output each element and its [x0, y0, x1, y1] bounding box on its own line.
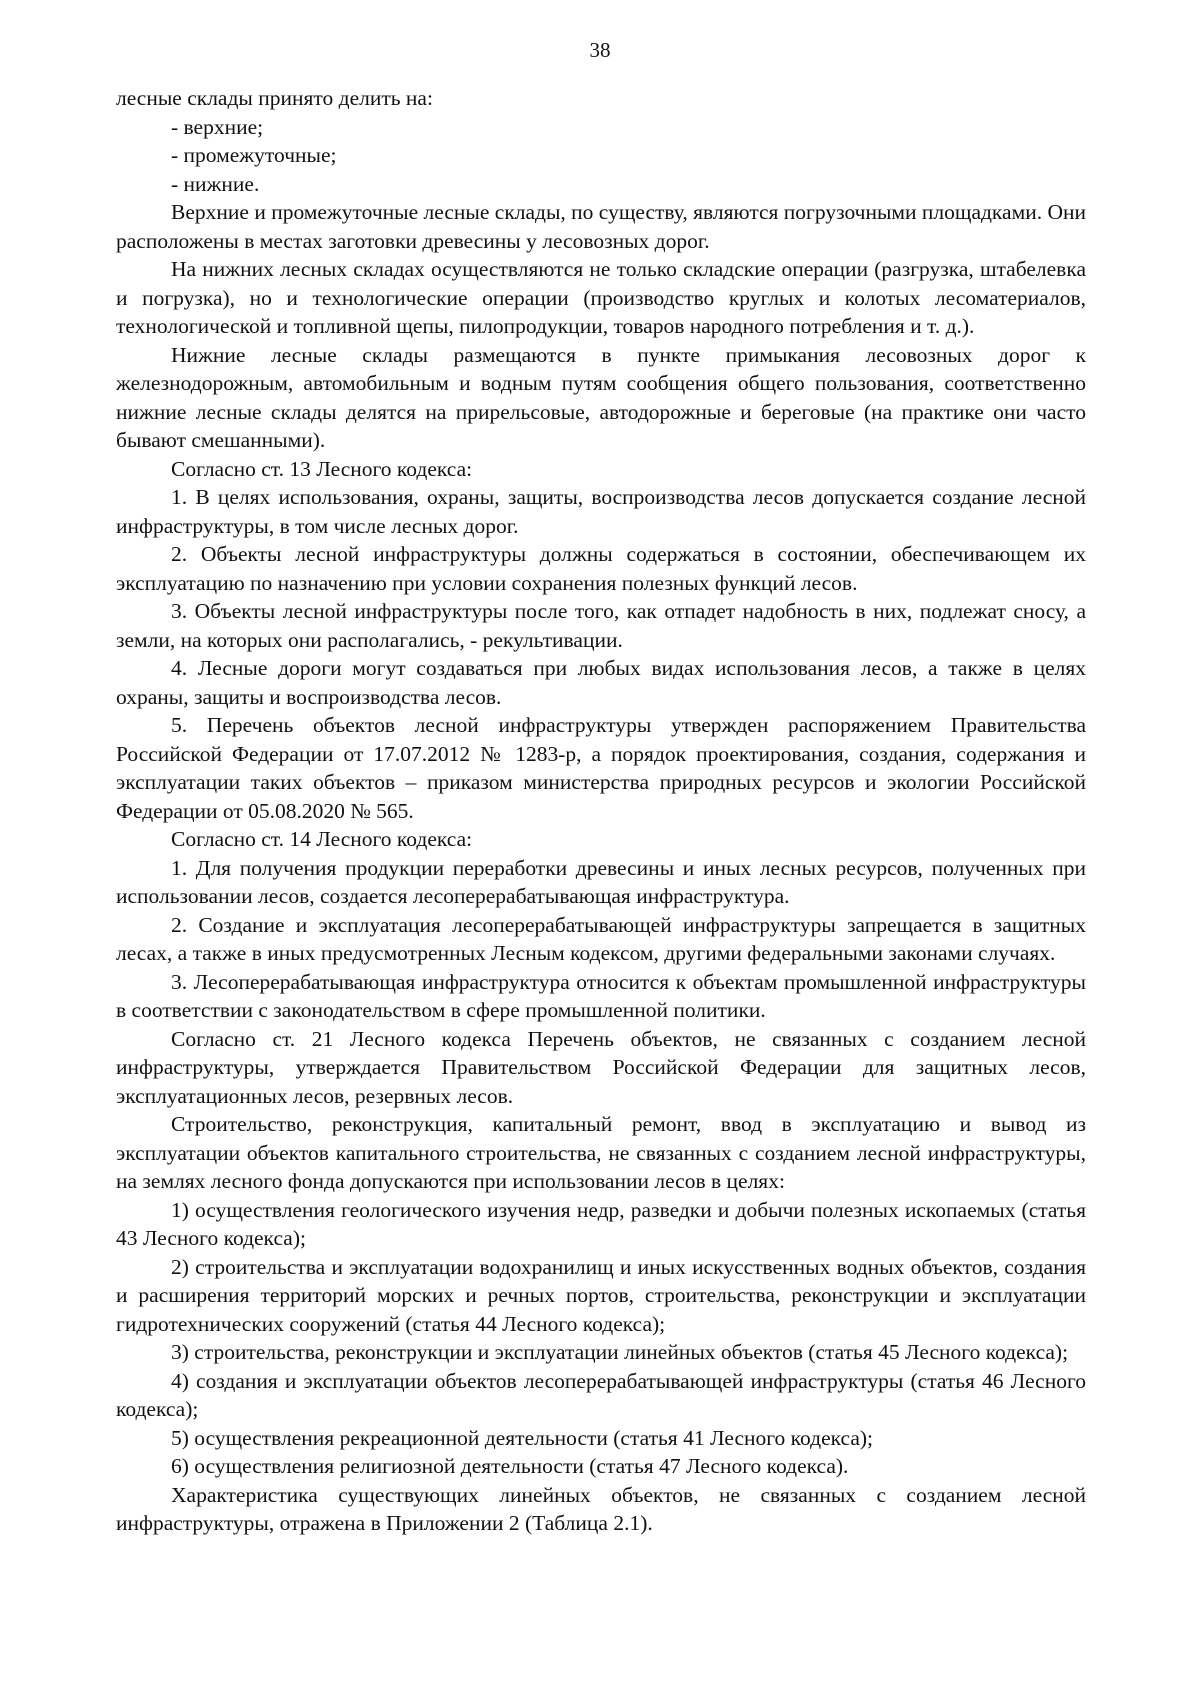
paragraph: 2) строительства и эксплуатации водохранилищ и иных искусственных водных объектов, создания и расширения территорий морских и речных портов, строительства, реконструкции и эксплуатации гидротехнических сооружений (статья 44 Лесного кодекса);	[116, 1254, 1086, 1336]
paragraph: Нижние лесные склады размещаются в пункте примыкания лесовозных дорог к железнодорожным, автомобильным и водным путям сообщения общего пользования, соответственно нижние лесные склады делятся на прирельсовые, автодорожные и береговые (на практике они часто бывают смешанными).	[116, 342, 1086, 452]
paragraph: 2. Объекты лесной инфраструктуры должны содержаться в состоянии, обеспечивающем их эксплуатацию по назначению при условии сохранения полезных функций лесов.	[116, 542, 1086, 595]
paragraph: 1. Для получения продукции переработки древесины и иных лесных ресурсов, полученных при использовании лесов, создается лесоперерабатывающая инфраструктура.	[116, 855, 1086, 908]
paragraph: 5. Перечень объектов лесной инфраструктуры утвержден распоряжением Правительства Российской Федерации от 17.07.2012 № 1283-р, а порядок проектирования, создания, содержания и эксплуатации таких объектов – приказом министерства природных ресурсов и экологии Российской Федерации от 05.08.2020 № 565.	[116, 713, 1086, 823]
paragraph: 1) осуществления геологического изучения недр, разведки и добычи полезных ископаемых (статья 43 Лесного кодекса);	[116, 1197, 1086, 1250]
paragraph: 5) осуществления рекреационной деятельности (статья 41 Лесного кодекса);	[171, 1425, 874, 1450]
paragraph: Характеристика существующих линейных объектов, не связанных с созданием лесной инфраструктуры, отражена в Приложении 2 (Таблица 2.1).	[116, 1482, 1086, 1535]
paragraph: 3) строительства, реконструкции и эксплуатации линейных объектов (статья 45 Лесного кодекса);	[171, 1340, 1069, 1364]
paragraph: Согласно ст. 14 Лесного кодекса:	[171, 827, 473, 851]
paragraph: Верхние и промежуточные лесные склады, по существу, являются погрузочными площадками. Они расположены в местах заготовки древесины у лесовозных дорог.	[116, 200, 1086, 253]
paragraph-intro: лесные склады принято делить на:	[116, 86, 433, 110]
list-item: - нижние.	[171, 171, 260, 196]
paragraph: На нижних лесных складах осуществляются не только складские операции (разгрузка, штабелевка и погрузка), но и технологические операции (производство круглых и колотых лесоматериалов, технологической и топливной щепы, пилопродукции, товаров народного потребления и т. д.).	[116, 257, 1086, 338]
list-item: - промежуточные;	[171, 143, 337, 167]
list-item: - верхние;	[171, 114, 264, 139]
paragraph: 6) осуществления религиозной деятельности (статья 47 Лесного кодекса).	[171, 1454, 849, 1478]
paragraph: 3. Объекты лесной инфраструктуры после того, как отпадет надобность в них, подлежат сносу, а земли, на которых они располагались, - рекультивации.	[116, 599, 1086, 652]
paragraph: 1. В целях использования, охраны, защиты, воспроизводства лесов допускается создание лесной инфраструктуры, в том числе лесных дорог.	[116, 485, 1086, 538]
paragraph: Строительство, реконструкция, капитальный ремонт, ввод в эксплуатацию и вывод из эксплуатации объектов капитального строительства, не связанных с созданием лесной инфраструктуры, на землях лесного фонда допускаются при использовании лесов в целях:	[116, 1112, 1086, 1193]
page-number: 38	[589, 38, 611, 62]
paragraph: 4. Лесные дороги могут создаваться при любых видах использования лесов, а также в целях охраны, защиты и воспроизводства лесов.	[116, 656, 1086, 709]
document-body	[116, 84, 1086, 1538]
paragraph: 4) создания и эксплуатации объектов лесоперерабатывающей инфраструктуры (статья 46 Лесного кодекса);	[116, 1368, 1086, 1421]
paragraph: 2. Создание и эксплуатация лесоперерабатывающей инфраструктуры запрещается в защитных лесах, а также в иных предусмотренных Лесным кодексом, другими федеральными законами случаях.	[116, 912, 1086, 965]
paragraph: Согласно ст. 21 Лесного кодекса Перечень объектов, не связанных с созданием лесной инфраструктуры, утверждается Правительством Российской Федерации для защитных лесов, эксплуатационных лесов, резервных лесов.	[116, 1026, 1086, 1108]
paragraph: Согласно ст. 13 Лесного кодекса:	[171, 456, 473, 481]
paragraph: 3. Лесоперерабатывающая инфраструктура относится к объектам промышленной инфраструктуры в соответствии с законодательством в сфере промышленной политики.	[116, 969, 1086, 1022]
